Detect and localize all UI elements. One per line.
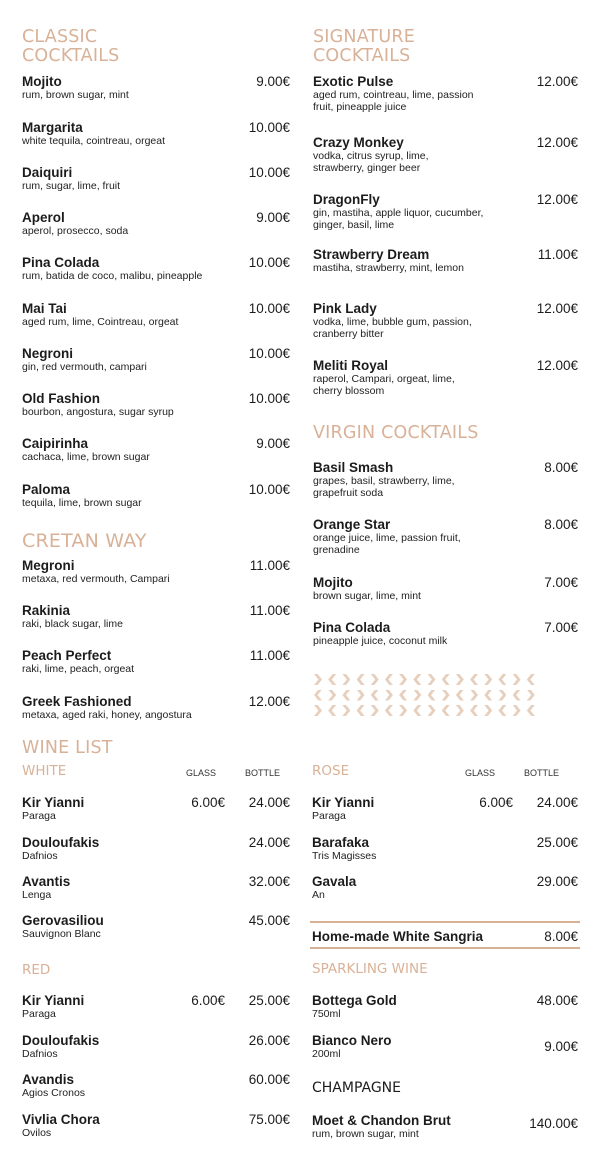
item-name: Strawberry Dream bbox=[313, 247, 430, 262]
bottle-price: 32.00€ bbox=[248, 874, 290, 889]
menu-item bbox=[22, 165, 290, 192]
item-name: Mojito bbox=[313, 575, 353, 590]
menu-item bbox=[22, 391, 290, 418]
item-price: 48.00€ bbox=[536, 993, 578, 1008]
menu-item bbox=[313, 460, 578, 499]
item-name: Pink Lady bbox=[313, 301, 377, 316]
glass-column-header: GLASS bbox=[465, 768, 496, 778]
menu-item bbox=[22, 301, 290, 328]
item-name: Paloma bbox=[22, 482, 71, 497]
item-price: 8.00€ bbox=[544, 460, 578, 475]
item-name: Greek Fashioned bbox=[22, 694, 132, 709]
menu-item bbox=[313, 247, 578, 274]
bottle-price: 29.00€ bbox=[536, 874, 578, 889]
item-desc: Paraga bbox=[22, 810, 56, 822]
item-price: 10.00€ bbox=[248, 346, 290, 361]
item-price: 10.00€ bbox=[248, 120, 290, 135]
item-desc: Sauvignon Blanc bbox=[22, 928, 101, 940]
item-name: Pina Colada bbox=[22, 255, 100, 270]
menu-item bbox=[22, 482, 290, 509]
item-price: 10.00€ bbox=[248, 391, 290, 406]
menu-item bbox=[22, 436, 290, 463]
item-price: 12.00€ bbox=[536, 358, 578, 373]
item-name: Avandis bbox=[22, 1072, 75, 1087]
menu-item bbox=[22, 346, 290, 373]
item-desc: orange juice, lime, passion fruit, bbox=[313, 532, 461, 544]
item-desc: rum, brown sugar, mint bbox=[22, 89, 129, 101]
item-desc: grenadine bbox=[313, 544, 360, 556]
item-desc: ginger, basil, lime bbox=[313, 219, 395, 231]
glass-price: 6.00€ bbox=[191, 993, 225, 1008]
bottle-column-header: BOTTLE bbox=[245, 768, 281, 778]
menu-item bbox=[313, 517, 578, 556]
wine-item bbox=[22, 1072, 290, 1099]
menu-item bbox=[313, 74, 578, 113]
bottle-column-header: BOTTLE bbox=[524, 768, 560, 778]
item-name: Kir Yianni bbox=[312, 795, 375, 810]
item-desc: 750ml bbox=[312, 1008, 341, 1020]
bottle-price: 26.00€ bbox=[248, 1033, 290, 1048]
item-name: Caipirinha bbox=[22, 436, 89, 451]
menu-item bbox=[22, 648, 290, 675]
item-name: Barafaka bbox=[312, 835, 370, 850]
item-desc: bourbon, angostura, sugar syrup bbox=[22, 406, 174, 418]
menu-item bbox=[22, 74, 290, 101]
item-desc: vodka, lime, bubble gum, passion, bbox=[313, 316, 472, 328]
bottle-price: 75.00€ bbox=[248, 1112, 290, 1127]
sparkling-wine-title: SPARKLING WINE bbox=[312, 961, 428, 977]
item-name: Margarita bbox=[22, 120, 83, 135]
item-desc: strawberry, ginger beer bbox=[313, 162, 421, 174]
item-desc: gin, mastiha, apple liquor, cucumber, bbox=[313, 207, 484, 219]
item-desc: fruit, pineapple juice bbox=[313, 101, 407, 113]
item-desc: cachaca, lime, brown sugar bbox=[22, 451, 150, 463]
item-desc: raki, black sugar, lime bbox=[22, 618, 123, 630]
item-price: 8.00€ bbox=[544, 517, 578, 532]
item-name: Kir Yianni bbox=[22, 795, 85, 810]
item-price: 10.00€ bbox=[248, 255, 290, 270]
item-desc: metaxa, aged raki, honey, angostura bbox=[22, 709, 192, 721]
item-desc: gin, red vermouth, campari bbox=[22, 361, 147, 373]
item-price: 11.00€ bbox=[249, 648, 290, 663]
bottle-price: 25.00€ bbox=[248, 993, 290, 1008]
item-price: 12.00€ bbox=[536, 135, 578, 150]
wine-item bbox=[22, 835, 290, 862]
menu-item bbox=[22, 210, 290, 237]
wine-item bbox=[312, 835, 578, 862]
item-desc: cherry blossom bbox=[313, 385, 385, 397]
item-name: Home-made White Sangria bbox=[312, 929, 484, 944]
item-desc: rum, batida de coco, malibu, pineapple bbox=[22, 270, 203, 282]
item-name: Basil Smash bbox=[313, 460, 394, 475]
item-price: 9.00€ bbox=[256, 436, 290, 451]
menu-item bbox=[313, 620, 578, 647]
item-desc: pineapple juice, coconut milk bbox=[313, 635, 448, 647]
item-name: Pina Colada bbox=[313, 620, 391, 635]
item-desc: brown sugar, lime, mint bbox=[313, 590, 421, 602]
classic-cocktails-title bbox=[22, 28, 119, 66]
virgin-cocktails-title: VIRGIN COCKTAILS bbox=[313, 423, 479, 443]
item-name: Mai Tai bbox=[22, 301, 67, 316]
item-desc: white tequila, cointreau, orgeat bbox=[22, 135, 166, 147]
item-desc: grapes, basil, strawberry, lime, bbox=[313, 475, 455, 487]
menu-item bbox=[22, 558, 290, 585]
decorative-chevron-pattern bbox=[314, 674, 580, 721]
item-desc: metaxa, red vermouth, Campari bbox=[22, 573, 170, 585]
wine-list-title: WINE LIST bbox=[22, 738, 113, 758]
item-price: 12.00€ bbox=[536, 74, 578, 89]
divider bbox=[310, 921, 580, 923]
wine-item bbox=[312, 1113, 578, 1140]
item-desc: cranberry bitter bbox=[313, 328, 384, 340]
wine-item bbox=[22, 993, 290, 1020]
item-name: Aperol bbox=[22, 210, 65, 225]
bottle-price: 24.00€ bbox=[536, 795, 578, 810]
item-desc: Paraga bbox=[22, 1008, 56, 1020]
signature-cocktails-title bbox=[313, 28, 415, 66]
menu-item bbox=[22, 120, 290, 147]
item-name: Bianco Nero bbox=[312, 1033, 392, 1048]
item-desc: Agios Cronos bbox=[22, 1087, 86, 1099]
item-price: 12.00€ bbox=[248, 694, 290, 709]
item-name: Vivlia Chora bbox=[22, 1112, 100, 1127]
item-name: Old Fashion bbox=[22, 391, 101, 406]
menu-item bbox=[22, 255, 290, 282]
item-price: 9.00€ bbox=[256, 74, 290, 89]
menu-item bbox=[22, 603, 290, 630]
item-price: 12.00€ bbox=[536, 192, 578, 207]
item-name: Meliti Royal bbox=[313, 358, 389, 373]
wine-item bbox=[22, 913, 290, 940]
menu-item bbox=[313, 135, 578, 174]
item-desc: rum, sugar, lime, fruit bbox=[22, 180, 121, 192]
item-desc: aged rum, cointreau, lime, passion bbox=[313, 89, 474, 101]
item-name: Negroni bbox=[22, 346, 74, 361]
item-name: Rakinia bbox=[22, 603, 71, 618]
glass-column-header: GLASS bbox=[186, 768, 217, 778]
item-desc: aged rum, lime, Cointreau, orgeat bbox=[22, 316, 179, 328]
sangria-item bbox=[312, 929, 578, 944]
item-desc: vodka, citrus syrup, lime, bbox=[313, 150, 429, 162]
item-price: 140.00€ bbox=[529, 1116, 578, 1131]
title-line: COCKTAILS bbox=[313, 46, 411, 66]
item-desc: tequila, lime, brown sugar bbox=[22, 497, 142, 509]
item-desc: Paraga bbox=[312, 810, 346, 822]
wine-item bbox=[312, 795, 578, 822]
red-wine-title: RED bbox=[22, 962, 51, 978]
item-name: Douloufakis bbox=[22, 835, 100, 850]
menu-item bbox=[313, 575, 578, 602]
item-name: Orange Star bbox=[313, 517, 391, 532]
item-price: 10.00€ bbox=[248, 482, 290, 497]
item-desc: mastiha, strawberry, mint, lemon bbox=[313, 262, 464, 274]
item-price: 12.00€ bbox=[536, 301, 578, 316]
rose-wine-title: ROSE bbox=[312, 763, 350, 779]
wine-item bbox=[312, 993, 578, 1020]
wine-item bbox=[22, 795, 290, 822]
item-desc: raki, lime, peach, orgeat bbox=[22, 663, 135, 675]
item-name: Kir Yianni bbox=[22, 993, 85, 1008]
item-desc: An bbox=[312, 889, 325, 901]
bottle-price: 60.00€ bbox=[248, 1072, 290, 1087]
title-line: COCKTAILS bbox=[22, 46, 120, 66]
item-name: Douloufakis bbox=[22, 1033, 100, 1048]
wine-item bbox=[312, 1033, 578, 1060]
item-desc: rum, brown sugar, mint bbox=[312, 1128, 419, 1140]
item-name: Gerovasiliou bbox=[22, 913, 104, 928]
item-name: Mojito bbox=[22, 74, 62, 89]
menu-item bbox=[22, 694, 290, 721]
wine-item bbox=[22, 874, 290, 901]
item-price: 7.00€ bbox=[544, 575, 578, 590]
bottle-price: 24.00€ bbox=[248, 835, 290, 850]
item-desc: 200ml bbox=[312, 1048, 341, 1060]
title-line: CLASSIC bbox=[22, 27, 98, 47]
item-price: 11.00€ bbox=[249, 558, 290, 573]
menu-item bbox=[313, 192, 578, 231]
item-name: Avantis bbox=[22, 874, 71, 889]
item-name: Megroni bbox=[22, 558, 75, 573]
bottle-price: 25.00€ bbox=[536, 835, 578, 850]
menu-item bbox=[313, 301, 578, 340]
item-price: 7.00€ bbox=[544, 620, 578, 635]
item-name: Daiquiri bbox=[22, 165, 73, 180]
wine-item bbox=[22, 1112, 290, 1139]
item-desc: raperol, Campari, orgeat, lime, bbox=[313, 373, 455, 385]
item-desc: Tris Magisses bbox=[312, 850, 377, 862]
wine-item bbox=[22, 1033, 290, 1060]
item-price: 10.00€ bbox=[248, 165, 290, 180]
item-price: 11.00€ bbox=[537, 247, 578, 262]
wine-item bbox=[312, 874, 578, 901]
item-name: DragonFly bbox=[313, 192, 380, 207]
item-desc: aperol, prosecco, soda bbox=[22, 225, 129, 237]
item-desc: Dafnios bbox=[22, 1048, 58, 1060]
bottle-price: 24.00€ bbox=[248, 795, 290, 810]
item-name: Bottega Gold bbox=[312, 993, 397, 1008]
glass-price: 6.00€ bbox=[479, 795, 513, 810]
item-desc: Dafnios bbox=[22, 850, 58, 862]
item-desc: Ovilos bbox=[22, 1127, 52, 1139]
item-price: 10.00€ bbox=[248, 301, 290, 316]
item-price: 9.00€ bbox=[256, 210, 290, 225]
divider bbox=[310, 947, 580, 949]
item-price: 11.00€ bbox=[249, 603, 290, 618]
bottle-price: 45.00€ bbox=[248, 913, 290, 928]
item-name: Crazy Monkey bbox=[313, 135, 404, 150]
item-name: Moet & Chandon Brut bbox=[312, 1113, 451, 1128]
item-price: 8.00€ bbox=[544, 929, 578, 944]
item-name: Peach Perfect bbox=[22, 648, 112, 663]
title-line: SIGNATURE bbox=[313, 27, 416, 47]
item-name: Exotic Pulse bbox=[313, 74, 394, 89]
white-wine-title: WHITE bbox=[22, 763, 67, 779]
item-price: 9.00€ bbox=[544, 1039, 578, 1054]
item-name: Gavala bbox=[312, 874, 357, 889]
item-desc: grapefruit soda bbox=[313, 487, 384, 499]
glass-price: 6.00€ bbox=[191, 795, 225, 810]
cretan-way-title: CRETAN WAY bbox=[22, 530, 147, 552]
champagne-title: CHAMPAGNE bbox=[312, 1080, 402, 1096]
item-desc: Lenga bbox=[22, 889, 52, 901]
menu-item bbox=[313, 358, 578, 397]
